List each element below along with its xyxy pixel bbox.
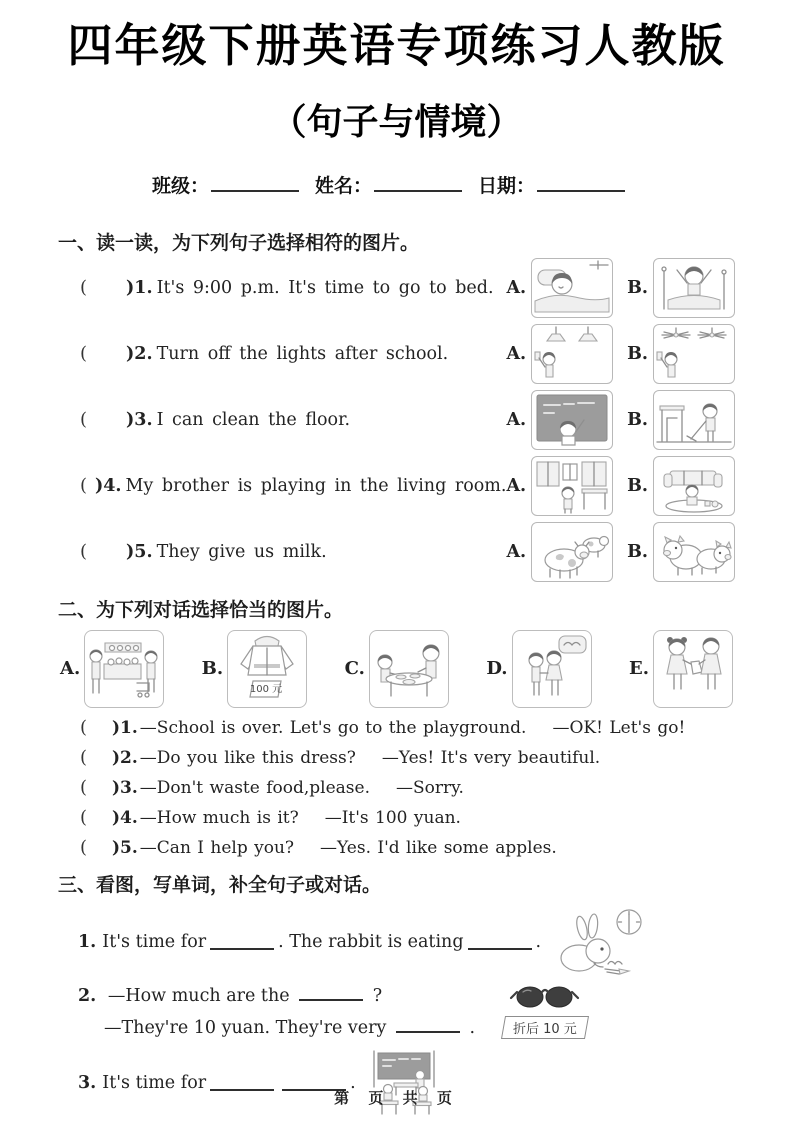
option-b-label: B. bbox=[627, 343, 648, 364]
fill-in-blank[interactable] bbox=[396, 1016, 460, 1033]
date-blank[interactable] bbox=[537, 175, 625, 192]
s1-question-row-1 bbox=[58, 255, 735, 321]
option-a-label: A. bbox=[506, 541, 527, 562]
date-label: 日期： bbox=[478, 174, 536, 197]
option-b-label: B. bbox=[627, 541, 648, 562]
answer-bracket[interactable]: ( bbox=[80, 836, 88, 858]
kids-walking-to-playground-image bbox=[512, 630, 592, 708]
s2-option-d bbox=[486, 630, 591, 708]
sentence-part: It's time for bbox=[102, 1072, 207, 1093]
sunglasses-image bbox=[509, 983, 581, 1013]
page-title: 四年级下册英语专项练习人教版 bbox=[67, 19, 726, 72]
class-blank[interactable] bbox=[211, 175, 299, 192]
dialogue-number: )1. bbox=[112, 717, 138, 738]
dialogue-answer: —Sorry. bbox=[395, 777, 464, 798]
s2-dialogue-row-2 bbox=[58, 747, 735, 768]
question-text: My brother is playing in the living room. bbox=[125, 475, 507, 496]
two-pigs-image bbox=[653, 522, 735, 582]
answer-bracket[interactable]: ( bbox=[80, 776, 88, 798]
child-in-kitchen-image bbox=[531, 456, 613, 516]
question-number: )5. bbox=[126, 541, 153, 562]
dialogue-line-1 bbox=[78, 984, 475, 1006]
fruit-shop-image bbox=[84, 630, 164, 708]
answer-bracket[interactable]: ( bbox=[80, 806, 88, 828]
question-text: It's 9:00 p.m. It's time to go to bed. bbox=[156, 277, 494, 298]
option-b-label: B. bbox=[627, 409, 648, 430]
girls-looking-at-dress-image bbox=[653, 630, 733, 708]
s3-item-2 bbox=[58, 983, 735, 1039]
option-b-label: B. bbox=[627, 475, 648, 496]
rabbit-eating-with-clock-image bbox=[551, 907, 646, 977]
s1-question-row-2 bbox=[58, 321, 735, 387]
question-number: )2. bbox=[126, 343, 153, 364]
dialogue-answer: —It's 100 yuan. bbox=[324, 807, 461, 828]
page-subtitle: （句子与情境） bbox=[270, 101, 523, 143]
discount-tag-text: 折后 10 元 bbox=[513, 1021, 577, 1037]
sentence-part: It's time for bbox=[102, 931, 207, 952]
sunglasses-figure bbox=[503, 983, 587, 1039]
class-label: 班级： bbox=[151, 174, 209, 197]
option-a-label: A. bbox=[506, 409, 527, 430]
answer-bracket[interactable]: ( bbox=[80, 343, 88, 365]
dialogue-answer: —Yes! It's very beautiful. bbox=[381, 747, 601, 768]
section3-heading: 三、看图，写单词，补全句子或对话。 bbox=[58, 873, 382, 896]
child-writing-on-blackboard-image bbox=[531, 390, 613, 450]
sentence-part: ? bbox=[372, 985, 383, 1006]
girl-getting-up-in-bed-image bbox=[653, 258, 735, 318]
question-text: Turn off the lights after school. bbox=[156, 343, 449, 364]
fill-in-blank[interactable] bbox=[210, 933, 274, 950]
question-number: )1. bbox=[126, 277, 153, 298]
s2-option-e bbox=[629, 630, 733, 708]
child-playing-in-living-room-image bbox=[653, 456, 735, 516]
option-label: B. bbox=[201, 658, 224, 680]
child-at-switch-lights-off-image bbox=[531, 324, 613, 384]
option-a-label: A. bbox=[506, 343, 527, 364]
girl-sleeping-in-bed-image bbox=[531, 258, 613, 318]
s2-dialogue-row-4 bbox=[58, 807, 735, 828]
option-a-label: A. bbox=[506, 277, 527, 298]
s2-option-strip bbox=[58, 630, 735, 708]
fill-in-blank[interactable] bbox=[299, 984, 363, 1001]
s1-question-row-5 bbox=[58, 519, 735, 585]
dialogue-number: )2. bbox=[112, 747, 138, 768]
dialogue-number: )3. bbox=[112, 777, 138, 798]
section1-heading: 一、读一读，为下列句子选择相符的图片。 bbox=[58, 231, 420, 254]
worksheet-body bbox=[0, 228, 793, 1117]
question-text: They give us milk. bbox=[156, 541, 327, 562]
item-number: 1. bbox=[78, 931, 97, 952]
student-info-line bbox=[0, 171, 793, 198]
answer-bracket[interactable]: ( bbox=[80, 475, 88, 497]
price-tag-text: 100 元 bbox=[250, 683, 283, 695]
child-sweeping-floor-image bbox=[653, 390, 735, 450]
sentence-part: . The rabbit is eating bbox=[278, 931, 464, 952]
answer-bracket[interactable]: ( bbox=[80, 277, 88, 299]
sentence-part: —How much are the bbox=[107, 985, 290, 1006]
name-blank[interactable] bbox=[374, 175, 462, 192]
answer-bracket[interactable]: ( bbox=[80, 716, 88, 738]
sentence-part: . bbox=[535, 931, 542, 952]
s3-item-1 bbox=[58, 907, 735, 977]
dialogue-line-2 bbox=[78, 1016, 475, 1038]
answer-bracket[interactable]: ( bbox=[80, 409, 88, 431]
s2-option-a bbox=[60, 630, 164, 708]
question-text: I can clean the floor. bbox=[156, 409, 351, 430]
option-a-label: A. bbox=[506, 475, 527, 496]
dialogue-answer: —OK! Let's go! bbox=[552, 717, 686, 738]
answer-bracket[interactable]: ( bbox=[80, 746, 88, 768]
two-cows-image bbox=[531, 522, 613, 582]
option-label: A. bbox=[60, 658, 81, 680]
s2-dialogue-row-3 bbox=[58, 777, 735, 798]
page-footer: 第 页 共 页 bbox=[334, 1089, 459, 1107]
answer-bracket[interactable]: ( bbox=[80, 541, 88, 563]
discount-tag bbox=[501, 1016, 589, 1039]
s2-dialogue-row-1 bbox=[58, 717, 735, 738]
item-number: 2. bbox=[78, 985, 97, 1006]
dialogue-number: )5. bbox=[112, 837, 138, 858]
s1-question-row-3 bbox=[58, 387, 735, 453]
s3-item2-text bbox=[78, 984, 475, 1038]
sentence-part: —They're 10 yuan. They're very bbox=[104, 1017, 387, 1038]
child-at-switch-fans-on-image bbox=[653, 324, 735, 384]
option-b-label: B. bbox=[627, 277, 648, 298]
s1-question-row-4 bbox=[58, 453, 735, 519]
item-number: 3. bbox=[78, 1072, 97, 1093]
dialogue-question: —How much is it? bbox=[139, 807, 299, 828]
dialogue-question: —Can I help you? bbox=[139, 837, 295, 858]
name-label: 姓名： bbox=[314, 174, 372, 197]
question-number: )3. bbox=[126, 409, 153, 430]
dialogue-answer: —Yes. I'd like some apples. bbox=[320, 837, 557, 858]
question-number: )4. bbox=[94, 475, 122, 496]
dialogue-question: —School is over. Let's go to the playground. bbox=[139, 717, 527, 738]
jacket-with-price-tag-image bbox=[227, 630, 307, 708]
option-label: C. bbox=[344, 658, 365, 680]
option-label: E. bbox=[628, 658, 649, 680]
s2-dialogue-row-5 bbox=[58, 837, 735, 858]
dialogue-question: —Do you like this dress? bbox=[139, 747, 356, 768]
s2-option-b bbox=[202, 630, 307, 708]
section2-heading: 二、为下列对话选择恰当的图片。 bbox=[58, 598, 344, 621]
kids-eating-at-table-image bbox=[369, 630, 449, 708]
fill-in-blank[interactable] bbox=[468, 933, 532, 950]
option-label: D. bbox=[486, 658, 508, 680]
s2-option-c bbox=[345, 630, 449, 708]
sentence-part: . bbox=[350, 1072, 356, 1093]
dialogue-question: —Don't waste food,please. bbox=[139, 777, 370, 798]
sentence-part: . bbox=[469, 1017, 476, 1038]
dialogue-number: )4. bbox=[112, 807, 138, 828]
